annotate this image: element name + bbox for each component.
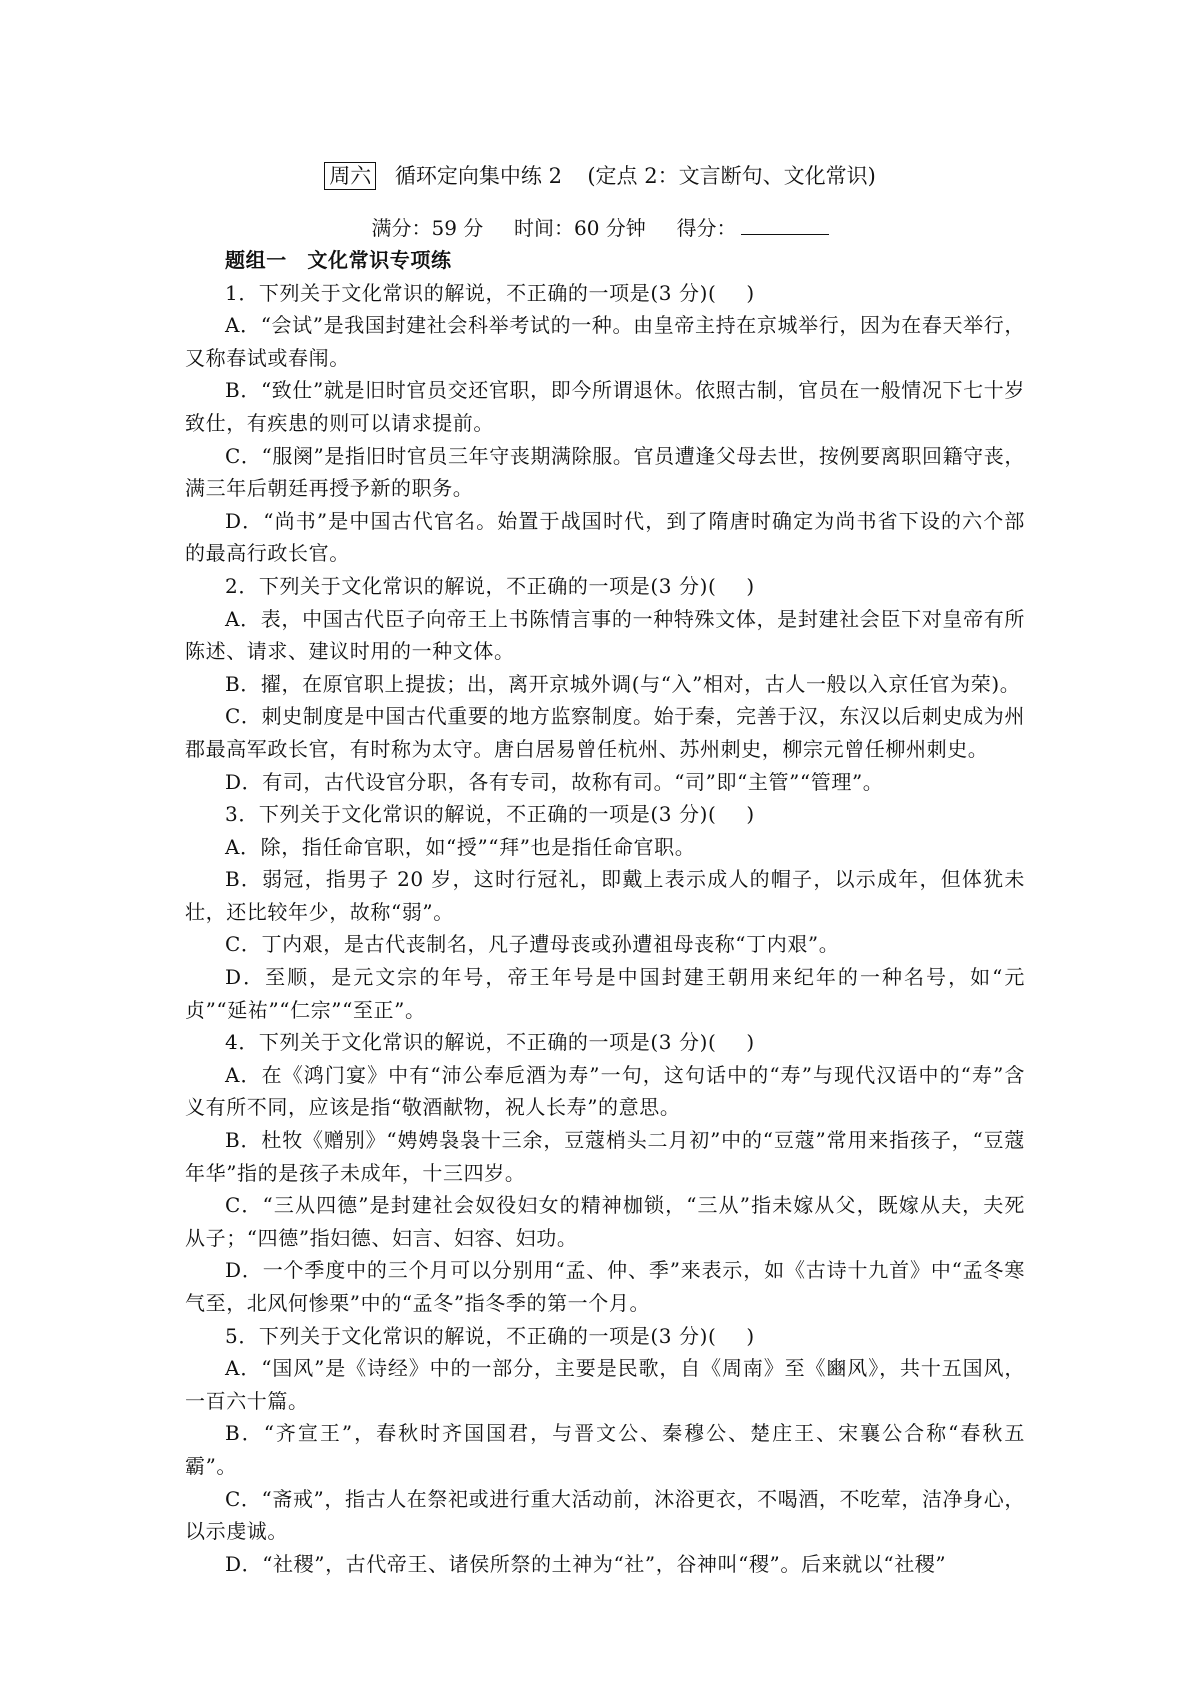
option-b: B．弱冠，指男子 20 岁，这时行冠礼，即戴上表示成人的帽子，以示成年，但体犹未壮，还比较年少，故称“弱”。	[185, 867, 1025, 924]
subtitle-text: (定点 2：文言断句、文化常识)	[587, 164, 876, 188]
option-d: D．“社稷”，古代帝王、诸侯所祭的土神为“社”，谷神叫“稷”。后来就以“社稷”	[225, 1551, 947, 1576]
question-2	[185, 570, 1025, 798]
question-stem: 3．下列关于文化常识的解说，不正确的一项是(3 分)( )	[225, 802, 755, 827]
title-text: 循环定向集中练 2	[394, 164, 562, 188]
option-b: B．杜牧《赠别》“娉娉袅袅十三余，豆蔻梢头二月初”中的“豆蔻”常用来指孩子，“豆蔻年华”指的是孩子未成年，十三四岁。	[185, 1128, 1025, 1185]
worksheet-title	[0, 161, 1200, 191]
score-line	[0, 213, 1200, 243]
option-c: C．“服阕”是指旧时官员三年守丧期满除服。官员遭逢父母去世，按例要离职回籍守丧，满三年后朝廷再授予新的职务。	[185, 443, 1025, 501]
option-c: C．刺史制度是中国古代重要的地方监察制度。始于秦，完善于汉，东汉以后刺史成为州郡最高军政长官，有时称为太守。唐白居易曾任杭州、苏州刺史，柳宗元曾任柳州刺史。	[185, 704, 1025, 761]
full-score-label: 满分：59 分	[371, 216, 484, 240]
option-d: D．有司，古代设官分职，各有专司，故称有司。“司”即“主管”“管理”。	[225, 769, 884, 794]
option-c: C．“三从四德”是封建社会奴役妇女的精神枷锁，“三从”指未嫁从父，既嫁从夫，夫死从子；“四德”指妇德、妇言、妇容、妇功。	[185, 1193, 1025, 1250]
question-stem: 2．下列关于文化常识的解说，不正确的一项是(3 分)( )	[225, 573, 755, 598]
option-d: D．至顺，是元文宗的年号，帝王年号是中国封建王朝用来纪年的一种名号，如“元贞”“延祐”“仁宗”“至正”。	[185, 965, 1025, 1022]
option-c: C．“斋戒”，指古人在祭祀或进行重大活动前，沐浴更衣，不喝酒，不吃荤，洁净身心，以示虔诚。	[185, 1486, 1025, 1544]
question-stem: 5．下列关于文化常识的解说，不正确的一项是(3 分)( )	[225, 1323, 755, 1348]
option-d: D．“尚书”是中国古代官名。始置于战国时代，到了隋唐时确定为尚书省下设的六个部的最高行政长官。	[185, 508, 1025, 566]
score-blank-field[interactable]	[741, 214, 829, 235]
option-a: A．除，指任命官职，如“授”“拜”也是指任命官职。	[225, 834, 696, 859]
option-c: C．丁内艰，是古代丧制名，凡子遭母丧或孙遭祖母丧称“丁内艰”。	[225, 932, 840, 957]
option-a: A．在《鸿门宴》中有“沛公奉卮酒为寿”一句，这句话中的“寿”与现代汉语中的“寿”含义有所不同，应该是指“敬酒献物，祝人长寿”的意思。	[185, 1062, 1025, 1120]
question-stem: 1．下列关于文化常识的解说，不正确的一项是(3 分)( )	[225, 280, 755, 305]
option-b: B．“齐宣王”，春秋时齐国国君，与晋文公、秦穆公、楚庄王、宋襄公合称“春秋五霸”。	[185, 1421, 1025, 1478]
option-b: B．“致仕”就是旧时官员交还官职，即今所谓退休。依照古制，官员在一般情况下七十岁致仕，有疾患的则可以请求提前。	[185, 378, 1025, 435]
question-3	[185, 798, 1025, 1026]
option-d: D．一个季度中的三个月可以分别用“孟、仲、季”来表示，如《古诗十九首》中“孟冬寒气至，北风何惨栗”中的“孟冬”指冬季的第一个月。	[185, 1258, 1025, 1315]
option-a: A．“国风”是《诗经》中的一部分，主要是民歌，自《周南》至《豳风》，共十五国风，一百六十篇。	[185, 1356, 1025, 1413]
got-score-label: 得分：	[676, 216, 737, 240]
question-5	[185, 1320, 1025, 1581]
question-1	[185, 277, 1025, 570]
option-b: B．擢，在原官职上提拔；出，离开京城外调(与“入”相对，古人一般以入京任官为荣)。	[225, 671, 1021, 696]
question-4	[185, 1026, 1025, 1319]
worksheet-body	[185, 244, 1025, 1580]
day-label-box: 周六	[324, 162, 376, 190]
option-a: A．“会试”是我国封建社会科举考试的一种。由皇帝主持在京城举行，因为在春天举行，又称春试或春闱。	[185, 313, 1025, 370]
option-a: A．表，中国古代臣子向帝王上书陈情言事的一种特殊文体，是封建社会臣下对皇帝有所陈述、请求、建议时用的一种文体。	[185, 606, 1025, 664]
time-label: 时间：60 分钟	[514, 216, 646, 240]
question-stem: 4．下列关于文化常识的解说，不正确的一项是(3 分)( )	[225, 1030, 755, 1055]
section-heading: 题组一 文化常识专项练	[225, 248, 452, 272]
